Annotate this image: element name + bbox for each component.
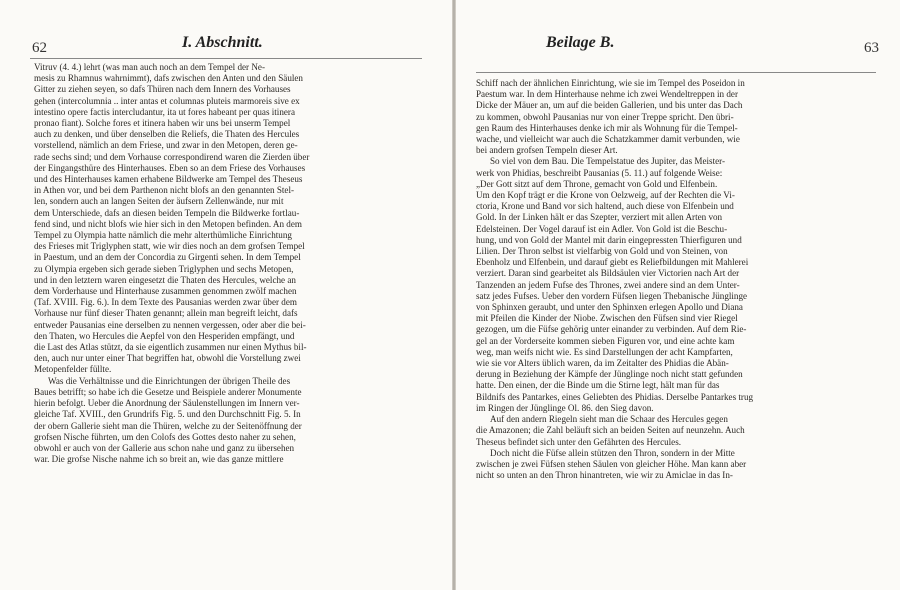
text-line: den Thaten, wo Hercules die Aepfel von den Hesperiden empfängt, und [34, 330, 295, 341]
text-line: Metopenfelder füllte. [34, 364, 112, 375]
text-line: werk von Phidias, beschreibt Pausanias (5. 11.) auf folgende Weise: [476, 167, 723, 178]
header-rule-right [476, 72, 876, 73]
text-line: Bildnifs des Pantarkes, eines Geliebten des Phidias. Derselbe Pantarkes trug [476, 391, 754, 402]
text-line: mesis zu Rhamnus wahrnimmt), dafs zwischen den Anten und den Säulen [34, 73, 303, 84]
text-line: zu Olympia ergeben sich gerade sieben Triglyphen und sechs Metopen, [34, 263, 294, 274]
text-line: zwischen je zwei Füfsen stehen Säulen von gleicher Höhe. Man kann aber [476, 458, 747, 469]
header-rule-left [30, 58, 422, 59]
text-line: in Paestum, und an dem der Concordia zu Girgenti sehen. In dem Tempel [34, 252, 301, 263]
text-line: entweder Pausanias eine derselben zu nennen vergessen, oder aber die bei- [34, 319, 306, 330]
text-line: auch zu denken, und über denselben die Reliefs, die Thaten des Hercules [34, 129, 300, 140]
text-line: Lilien. Der Thron selbst ist vielfarbig von Gold und von Steinen, von [476, 246, 728, 257]
text-line: „Der Gott sitzt auf dem Throne, gemacht von Gold und Elfenbein. [476, 178, 718, 189]
text-line: dem Vorderhause und Hinterhause zusammen genommen zwölf machen [34, 286, 297, 297]
running-head-left: I. Abschnitt. [182, 34, 263, 51]
text-line: mit Pfeilen die Kinder der Niobe. Zwischen den Füfsen sind vier Riegel [476, 313, 738, 324]
text-line: Schiff nach der ähnlichen Einrichtung, wie sie im Tempel des Poseidon in [476, 78, 745, 88]
text-line: Was die Verhältnisse und die Einrichtungen der übrigen Theile des [48, 375, 291, 386]
text-line: derung in Beziehung der Kämpfe der Jünglinge noch nicht statt gefunden [476, 369, 743, 380]
text-line: (Taf. XVIII. Fig. 6.). In dem Texte des Pausanias werden zwar über dem [34, 297, 297, 308]
text-line: weg, man weifs nicht wie. Es sind Darstellungen der acht Kampfarten, [476, 346, 733, 357]
text-line: Theseus befindet sich unter den Gefährten des Hercules. [476, 436, 682, 447]
running-head-right: Beilage B. [546, 34, 615, 51]
text-line: die Amazonen; die Zahl beläuft sich an beiden Seiten auf neunzehn. Auch [476, 425, 745, 436]
text-line: Gold. In der Linken hält er das Szepter, verziert mit allen Arten von [476, 212, 723, 223]
text-line: im Ringen der Jünglinge Ol. 86. den Sieg davon. [476, 402, 654, 413]
text-line: Doch nicht die Füfse allein stützen den Thron, sondern in der Mitte [490, 447, 735, 458]
left-page-text [34, 62, 430, 465]
text-line: zu kommen, obwohl Pausanias nur von einer Treppe spricht. Den übri- [476, 111, 734, 122]
text-line: in Athen vor, und bei dem Parthenon nicht blofs an den genannten Stel- [34, 185, 295, 196]
text-line: Gitter zu ziehen seyen, so dafs Thüren nach dem Innern des Vorhauses [34, 84, 291, 95]
text-line: Vitruv (4. 4.) lehrt (was man auch noch an dem Tempel der Ne- [34, 62, 265, 72]
text-line: Dicke der Mäuer an, um auf die beiden Gallerien, und bis unter das Dach [476, 100, 743, 111]
text-line: Paestum war. In dem Hinterhause nehme ich zwei Wendeltreppen in der [476, 89, 738, 100]
text-line: die Last des Atlas stützt, da sie eigentlich zusammen nur einen Mythus bil- [34, 342, 307, 353]
text-line: vorstellend, nämlich an dem Friese, und zwar in den Metopen, deren ge- [34, 140, 298, 151]
text-line: verziert. Daran sind gearbeitet als Bildsäulen vier Victorien nach Art der [476, 268, 740, 279]
text-line: gehen (intercolumnia .. inter antas et columnas pluteis marmoreis sive ex [34, 95, 300, 106]
text-line: gleiche Taf. XVIII., den Grundrifs Fig. 5. und den Durchschnitt Fig. 5. In [34, 409, 301, 420]
text-line: gen Raum des Hinterhauses denke ich mir als Wohnung für die Tempel- [476, 122, 738, 133]
text-line: Um den Kopf trägt er die Krone von Oelzweig, auf der Rechten die Vi- [476, 190, 735, 201]
text-line: gel an der Vorderseite kommen sieben Figuren vor, und eine achte kam [476, 335, 735, 346]
text-line: pronao fiant). Solche fores et itinera haben wir uns bei unserm Tempel [34, 118, 291, 129]
text-line: rade sechs sind; und dem Vorhause correspondirend waren die Zierden über [34, 151, 310, 162]
text-line: hatte. Den einen, der die Binde um die Stirne legt, hält man für das [476, 380, 720, 391]
text-line: hierin befolgt. Ueber die Anordnung der Säulenstellungen im Innern ver- [34, 398, 300, 409]
text-line: von Sphinxen geraubt, und unter den Sphinxen erlegen Apollo und Diana [476, 302, 743, 313]
text-line: nicht so unten an den Thron hinantreten, wie wir zu Amiclae in das In- [476, 470, 733, 481]
text-line: Vorhause nur fünf dieser Thaten genannt; allein man begreift leicht, dafs [34, 308, 298, 319]
text-line: wie sie vor Alters üblich waren, da im Zeitalter des Phidias die Abän- [476, 358, 729, 369]
text-line: der Eingangsthüre des Hinterhauses. Eben so an dem Friese des Vorhauses [34, 162, 306, 173]
text-line: satz jedes Fufses. Ueber den vordern Füfsen liegen Thebanische Jünglinge [476, 290, 748, 301]
text-line: der obern Gallerie sieht man die Thüren, welche zu der Seitenöffnung der [34, 420, 302, 431]
text-line: dem Unterschiede, dafs an diesen beiden Tempeln die Bildwerke fortlau- [34, 207, 300, 218]
text-line: intestino opere factis intercludantur, ita ut fores habeant per quas itinera [34, 106, 295, 117]
text-line: grofsen Nische führten, um den Colofs des Gottes desto naher zu sehen, [34, 431, 296, 442]
text-line: So viel von dem Bau. Die Tempelstatue des Jupiter, das Meister- [490, 156, 726, 167]
text-line: hung, und von Gold der Mantel mit darin eingepressten Thierfiguren und [476, 234, 742, 245]
text-line: Ebenholz und Elfenbein, und darauf giebt es Reliefbildungen mit Mahlerei [476, 257, 749, 268]
text-line: und des Hinterhauses kamen erhabene Bildwerke am Tempel des Theseus [34, 174, 303, 185]
text-line: Baues betrifft; so habe ich die Gesetze und Beispiele anderer Monumente [34, 386, 302, 397]
text-line: Tanzenden an jedem Fufse des Thrones, zwei andere sind an dem Unter- [476, 279, 740, 290]
text-line: ctoria, Krone und Band vor sich haltend, auch diese von Elfenbein und [476, 201, 734, 212]
text-line: Edelsteinen. Der Vogel darauf ist ein Adler. Von Gold ist die Beschu- [476, 223, 728, 234]
page-number-right: 63 [864, 40, 879, 56]
text-line: bei andern grofsen Tempeln dieser Art. [476, 145, 618, 156]
right-page [456, 0, 900, 590]
text-line: fend sind, und nicht blofs wie hier sich in den Metopen befinden. An dem [34, 218, 302, 229]
text-line: obwohl er auch von der Gallerie aus schon nahe und ganz zu übersehen [34, 442, 295, 453]
text-line: und in den letztern waren eingesetzt die Thaten des Hercules, welche an [34, 274, 296, 285]
text-line: len, sondern auch an langen Seiten der äufsern Zellenwände, nur mit [34, 196, 284, 207]
text-line: gezogen, um die Füfse gehörig unter einander zu verbinden. Auf dem Rie- [476, 324, 747, 335]
text-line: Auf den andern Riegeln sieht man die Schaar des Hercules gegen [490, 414, 728, 425]
right-page-text [476, 78, 880, 481]
text-line: den, auch nur unter einer That begriffen hat, obwohl die Vorstellung zwei [34, 353, 301, 364]
text-line: wache, und vielleicht war auch die Schatzkammer damit verbunden, wie [476, 134, 740, 145]
text-line: Tempel zu Olympia hatte nämlich die mehr alterthümliche Einrichtung [34, 230, 292, 241]
text-line: des Frieses mit Triglyphen statt, wie wir dies noch an dem grofsen Tempel [34, 241, 305, 252]
text-line: war. Die grofse Nische nahme ich so breit an, wie das ganze mittlere [34, 454, 284, 465]
page-number-left: 62 [32, 40, 47, 56]
